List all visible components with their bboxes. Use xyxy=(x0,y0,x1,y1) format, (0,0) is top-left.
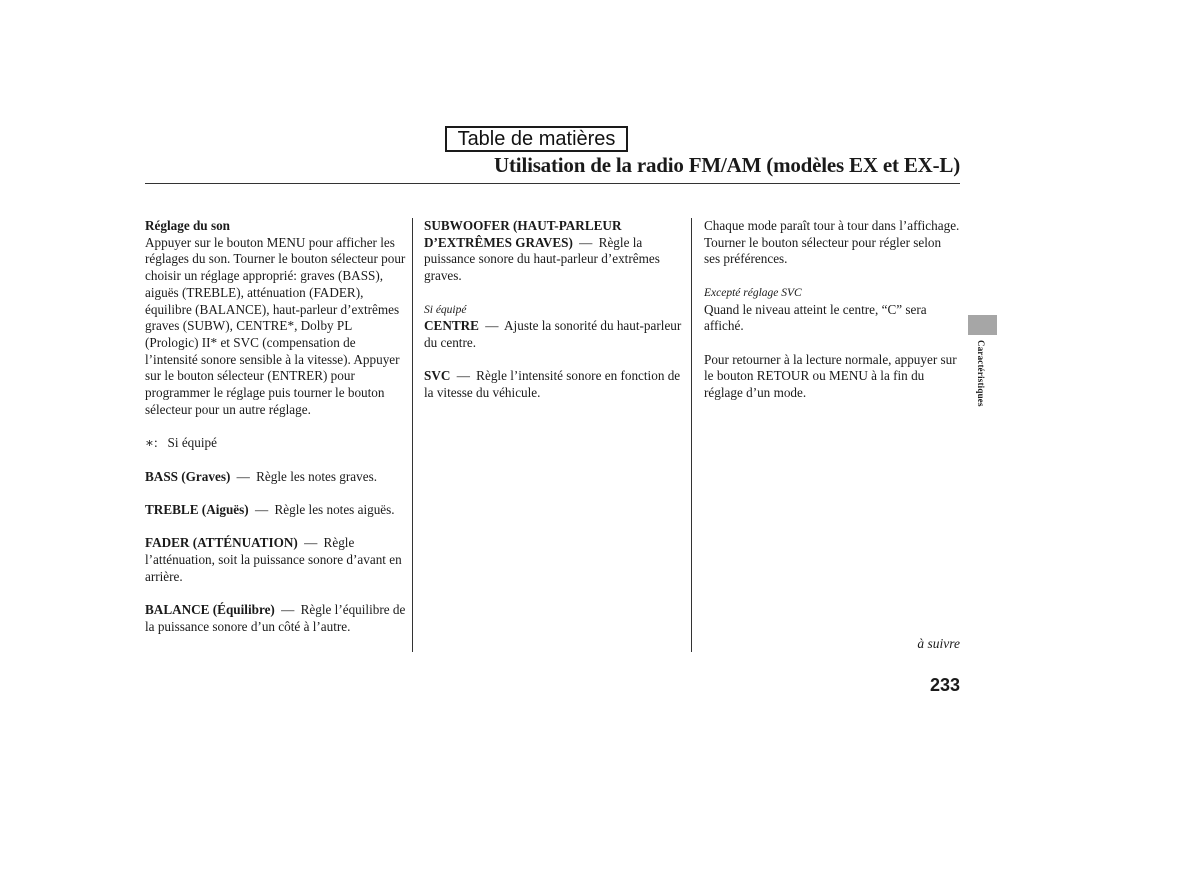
header-divider xyxy=(145,183,960,184)
svc-desc: Règle l’intensité sonore en fonction de la vitesse du véhicule. xyxy=(424,368,681,400)
subwoofer-term: SUBWOOFER (HAUT-PARLEUR D’EXTRÊMES GRAVES) xyxy=(424,218,622,250)
fader-term: FADER (ATTÉNUATION) xyxy=(145,535,298,551)
balance-desc: Règle l’équilibre de la puissance sonore d’un côté à l’autre. xyxy=(145,602,406,634)
fader-desc: Règle l’atténuation, soit la puissance sonore d’avant en arrière. xyxy=(145,535,402,584)
treble-desc: Règle les notes aiguës. xyxy=(274,501,395,517)
dash: — xyxy=(236,468,250,484)
svc-item xyxy=(424,368,682,401)
section-heading: Réglage du son xyxy=(145,218,230,233)
centre-paragraph xyxy=(704,285,960,335)
column-left xyxy=(145,218,407,652)
footnote xyxy=(145,435,407,452)
centre-display-text: Quand le niveau atteint le centre, “C” sera affiché. xyxy=(704,301,927,334)
centre-desc: Ajuste la sonorité du haut-parleur du centre. xyxy=(424,318,682,350)
dash: — xyxy=(304,535,318,551)
return-paragraph: Pour retourner à la lecture normale, appuyer sur le bouton RETOUR ou MENU à la fin du réglage d’un mode. xyxy=(704,351,957,400)
column-right xyxy=(704,218,960,418)
treble-term: TREBLE (Aiguës) xyxy=(145,501,249,517)
page-title: Utilisation de la radio FM/AM (modèles EX et EX-L) xyxy=(494,153,960,177)
centre-item xyxy=(424,302,682,352)
dash: — xyxy=(254,501,269,517)
section-tab[interactable] xyxy=(968,315,997,335)
bass-item xyxy=(145,469,407,486)
if-equipped-note: Si équipé xyxy=(424,303,467,316)
except-svc-note: Excepté réglage SVC xyxy=(704,286,802,299)
column-middle xyxy=(424,218,682,418)
fader-item xyxy=(145,535,407,585)
column-divider xyxy=(412,218,413,652)
dash: — xyxy=(485,318,499,334)
table-of-contents-button[interactable]: Table de matières xyxy=(445,126,628,152)
balance-term: BALANCE (Équilibre) xyxy=(145,602,275,618)
bass-desc: Règle les notes graves. xyxy=(256,468,377,484)
bass-term: BASS (Graves) xyxy=(145,468,231,484)
dash: — xyxy=(456,368,470,384)
dash: — xyxy=(281,602,295,618)
footnote-mark: ∗: xyxy=(145,435,158,451)
subwoofer-item xyxy=(424,218,682,285)
column-divider xyxy=(691,218,692,652)
sound-settings-section xyxy=(145,218,407,418)
subwoofer-desc: Règle la puissance sonore du haut-parleur d’extrêmes graves. xyxy=(424,234,660,284)
page-number: 233 xyxy=(929,675,960,695)
balance-item xyxy=(145,602,407,635)
section-label: Caractéristiques xyxy=(976,340,986,407)
intro-text: Appuyer sur le bouton MENU pour afficher les réglages du son. Tourner le bouton sélecteur pour choisir un réglage approprié: graves (BASS), aiguës (TREBLE), atténuation (FADER), équilibre (BALANCE), haut-parleur d’extrêmes graves (SUBW), CENTRE*, Dolby PL (Prologic) II* et SVC (compensation de l’intensité sonore sensible à la vitesse). Appuyer sur le bouton sélecteur (ENTRER) pour programmer le réglage puis tourner le bouton sélecteur pour un autre réglage. xyxy=(145,234,406,417)
centre-term: CENTRE xyxy=(424,318,479,334)
continued-label: à suivre xyxy=(917,636,960,651)
dash: — xyxy=(579,234,593,250)
mode-paragraph: Chaque mode paraît tour à tour dans l’affichage. Tourner le bouton sélecteur pour régler selon ses préférences. xyxy=(704,218,960,267)
treble-item xyxy=(145,502,407,519)
footnote-text: Si équipé xyxy=(167,435,217,451)
svc-term: SVC xyxy=(424,368,451,384)
